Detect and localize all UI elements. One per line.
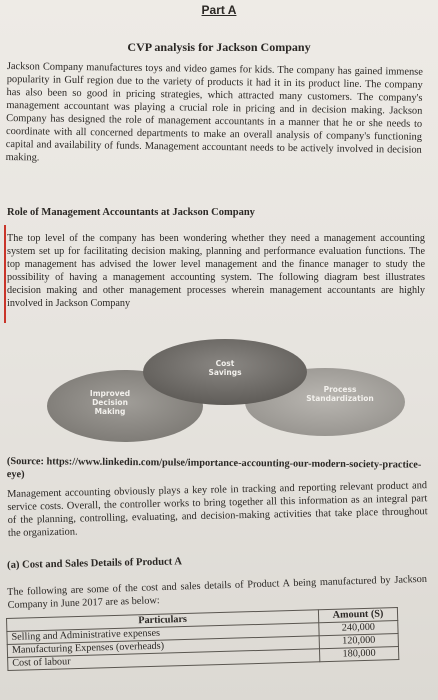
diagram-label-right-2: Standardization xyxy=(306,394,374,403)
diagram-label-top-1: Cost xyxy=(215,359,235,368)
role-section-heading: Role of Management Accountants at Jackson Company xyxy=(7,207,255,218)
diagram-label-left-1: Improved xyxy=(89,389,131,398)
cell-particular: Selling and Administrative expenses xyxy=(7,623,319,645)
intro-paragraph: Jackson Company manufactures toys and video games for kids. The company has gained immense popularity in Gulf region due to the variety of products it had it in its product line. The company has also been so good in pricing strategies, which attracted many customers. The company's management accountant was playing a crucial role in pricing and in decision making. Jackson Company has designed the role of management accountants in a manner that he or she needs to coordinate with all concerned departments to make an overall analysis of company's functioning capital and availability of funds. Management accountant needs to be actively involved in decision making. xyxy=(5,60,423,164)
cell-particular: Cost of labour xyxy=(8,649,320,671)
cell-particular: Manufacturing Expenses (overheads) xyxy=(7,636,319,658)
red-margin-line xyxy=(4,225,6,323)
header-particulars: Particulars xyxy=(7,610,319,632)
cell-amount: 240,000 xyxy=(319,621,398,636)
controller-paragraph: Management accounting obviously plays a key role in tracking and reporting relevant product and service costs. Overall, the controller works to bring together all this information as an integral part of the planning, controlling, evaluating, and decision-making activities that take place throughout the organization. xyxy=(7,480,428,539)
part-title: Part A xyxy=(201,3,237,17)
diagram-label-left-3: Making xyxy=(94,407,126,416)
product-a-heading: (a) Cost and Sales Details of Product A xyxy=(7,556,183,571)
role-paragraph: The top level of the company has been wondering whether they need a management accounting system set up for facilitating decision making, planning and performance evaluation functions. The top management has advised the lower level management and the finance manager to study the possibility of having a management accounting system. The following diagram best illustrates decision making and other management processes wherein management accountants are highly involved in Jackson Company xyxy=(7,233,425,309)
cell-amount: 180,000 xyxy=(319,647,398,662)
diagram-label-left-2: Decision xyxy=(92,398,128,407)
cost-table xyxy=(6,607,399,671)
document-title: CVP analysis for Jackson Company xyxy=(127,40,311,54)
diagram-label-top-2: Savings xyxy=(208,368,242,377)
header-amount: Amount (S) xyxy=(318,608,397,623)
product-a-paragraph: The following are some of the cost and sales details of Product A being manufactured by Jackson Company in June 2017 are as below: xyxy=(7,573,428,611)
process-diagram xyxy=(40,334,410,444)
diagram-label-right-1: Process xyxy=(323,385,357,394)
cell-amount: 120,000 xyxy=(319,634,398,649)
cost-table-container xyxy=(6,607,399,671)
source-citation: (Source: https://www.linkedin.com/pulse/importance-accounting-our-modern-society-practice-eye) xyxy=(6,455,422,481)
